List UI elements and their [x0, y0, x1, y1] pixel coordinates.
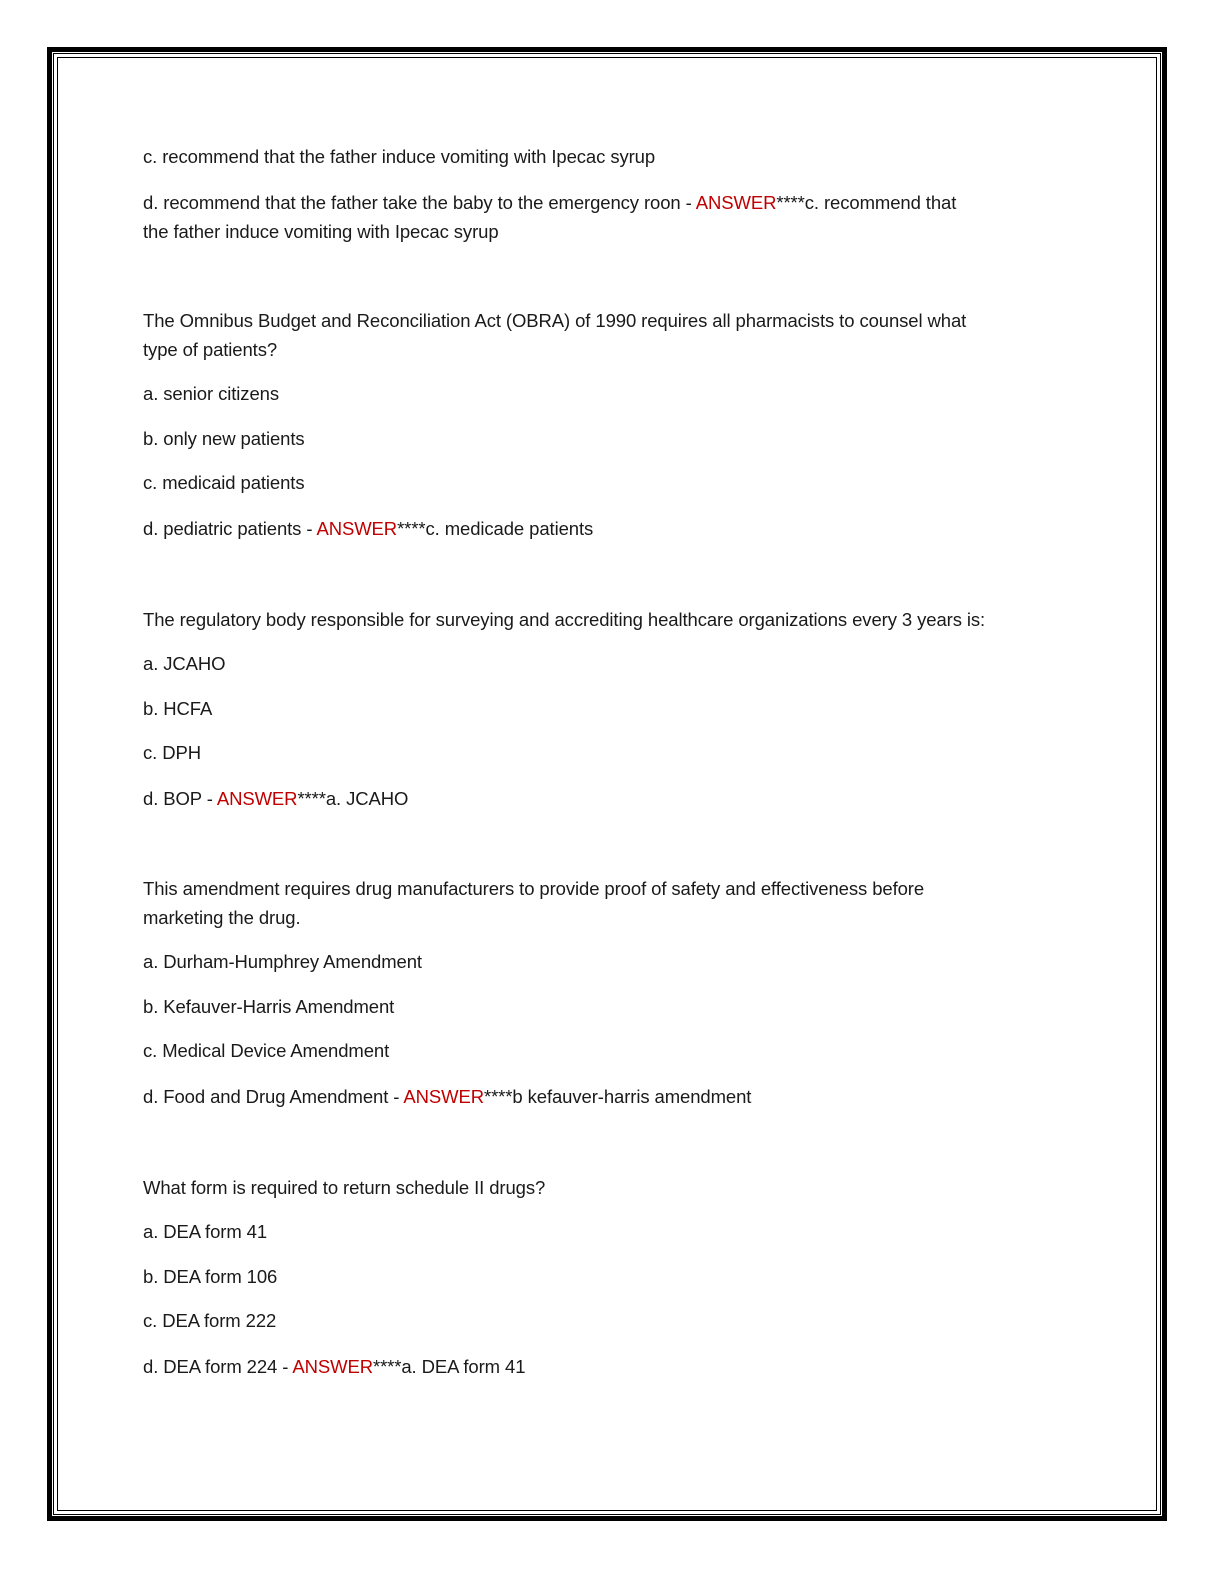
answer-tag: ANSWER [695, 192, 777, 213]
answer-line [143, 784, 408, 813]
option-line: c. Medical Device Amendment [143, 1040, 390, 1061]
option-d-text: d. recommend that the father take the baby to the emergency roon - [143, 192, 696, 213]
option-d-text: d. BOP - [143, 788, 217, 809]
answer-text: ****a. JCAHO [297, 788, 409, 809]
option-line: a. JCAHO [143, 653, 226, 674]
question-stem: The regulatory body responsible for surveying and accrediting healthcare organizations every 3 years is: [143, 609, 986, 630]
option-d-text: d. DEA form 224 - [143, 1356, 293, 1377]
option-d-text: d. pediatric patients - [143, 518, 317, 539]
option-line: b. Kefauver-Harris Amendment [143, 996, 395, 1017]
answer-tag: ANSWER [316, 518, 398, 539]
option-line: b. DEA form 106 [143, 1266, 278, 1287]
question-stem: marketing the drug. [143, 907, 301, 928]
option-line: a. senior citizens [143, 383, 279, 404]
answer-text: ****b kefauver-harris amendment [483, 1086, 752, 1107]
option-line: c. DEA form 222 [143, 1310, 277, 1331]
option-line: b. only new patients [143, 428, 305, 449]
answer-tag: ANSWER [216, 788, 298, 809]
option-line: a. DEA form 41 [143, 1221, 268, 1242]
answer-text: ****a. DEA form 41 [372, 1356, 526, 1377]
question-stem: What form is required to return schedule II drugs? [143, 1177, 546, 1198]
question-stem: The Omnibus Budget and Reconciliation Act (OBRA) of 1990 requires all pharmacists to counsel what [143, 310, 967, 331]
answer-line [143, 1352, 525, 1381]
option-line: c. medicaid patients [143, 472, 305, 493]
answer-line [143, 514, 593, 543]
answer-text: ****c. recommend that [776, 192, 957, 213]
option-line: b. HCFA [143, 698, 213, 719]
option-line: a. Durham-Humphrey Amendment [143, 951, 422, 972]
answer-line [143, 188, 956, 217]
answer-tag: ANSWER [292, 1356, 373, 1377]
option-line: c. DPH [143, 742, 201, 763]
answer-tag: ANSWER [403, 1086, 484, 1107]
option-d-text: d. Food and Drug Amendment - [143, 1086, 404, 1107]
answer-line [143, 1082, 751, 1111]
question-stem: This amendment requires drug manufacturers to provide proof of safety and effectiveness before [143, 878, 925, 899]
question-stem: type of patients? [143, 339, 278, 360]
option-line: c. recommend that the father induce vomiting with Ipecac syrup [143, 146, 656, 167]
answer-continuation: the father induce vomiting with Ipecac syrup [143, 221, 499, 242]
answer-text: ****c. medicade patients [397, 518, 594, 539]
